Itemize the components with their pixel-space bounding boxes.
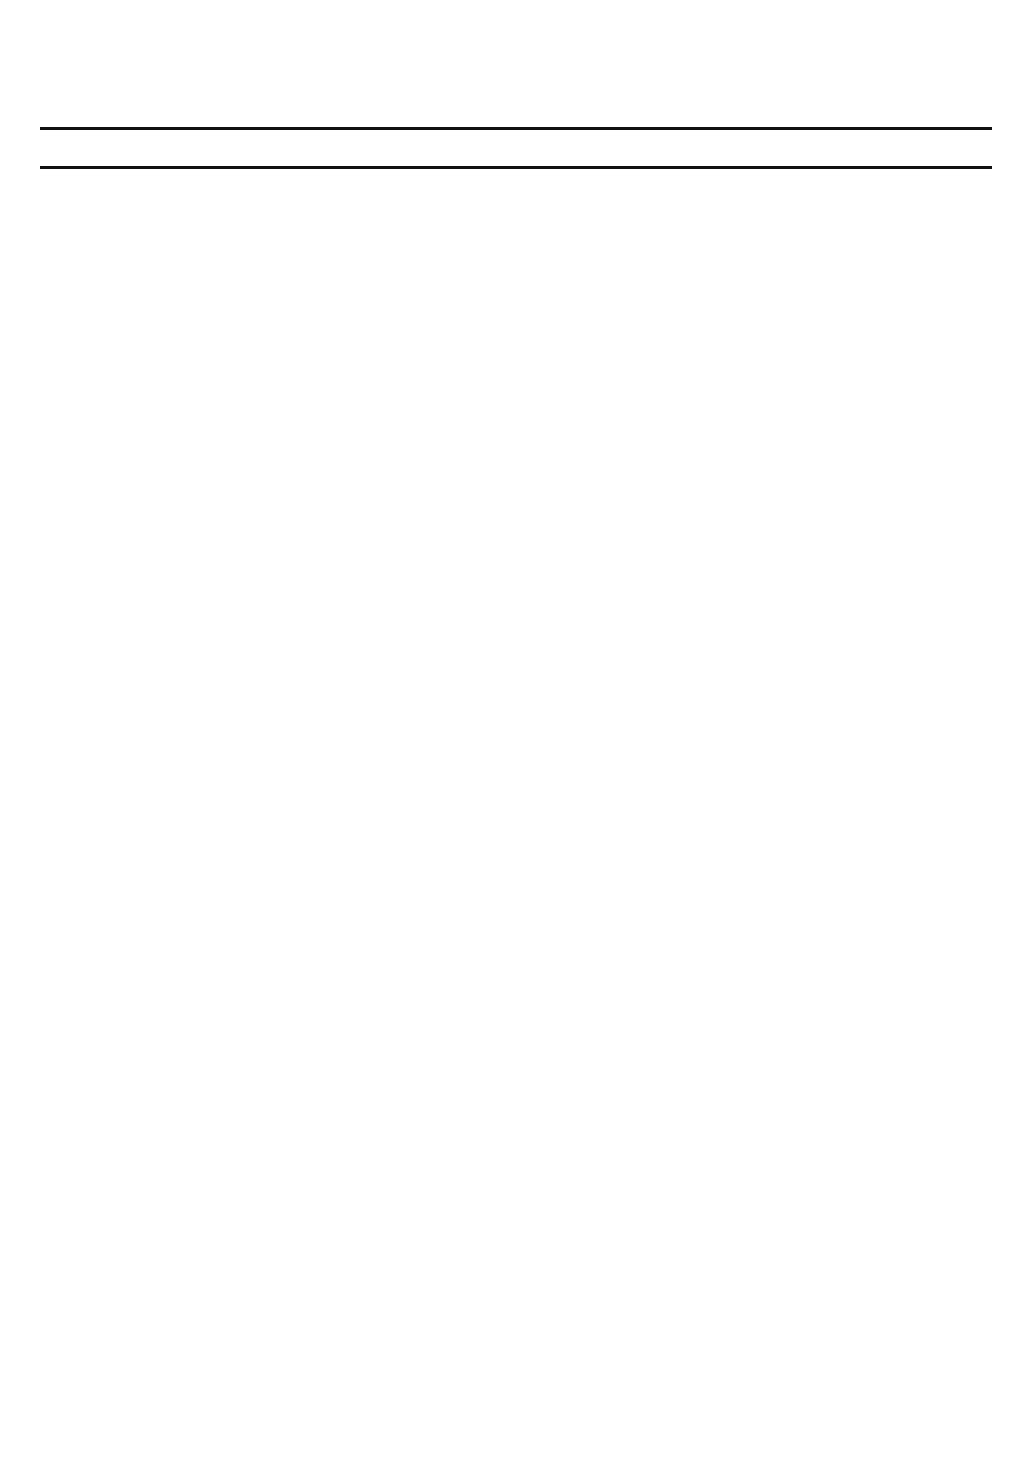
page-header: [52, 22, 82, 40]
table-header-rule: [40, 166, 992, 169]
table-top-rule: [40, 127, 992, 130]
